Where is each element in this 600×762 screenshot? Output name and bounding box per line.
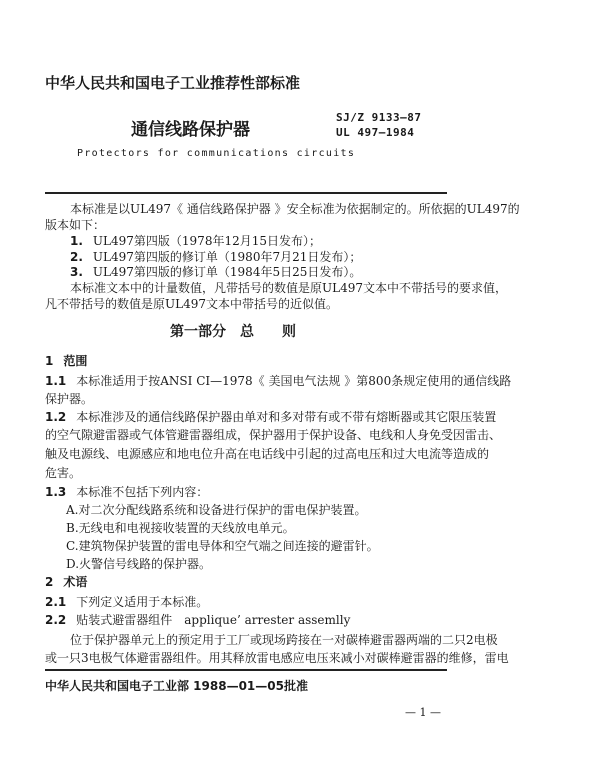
intro-text: 本标准文本中的计量数值，凡带括号的数值是原UL497文本中不带括号的要求值， (70, 281, 507, 295)
intro-text: 本标准是以UL497《 通信线路保护器 》安全标准为依据制定的。所依据的UL497的 (70, 202, 520, 216)
intro-text: 凡不带括号的数值是原UL497文本中带括号的近似值。 (45, 297, 338, 311)
clause (45, 595, 208, 610)
page-number: — 1 — (405, 706, 441, 719)
clause-number: 2.1 (45, 595, 67, 609)
english-title: Protectors for communications circuits (77, 148, 356, 159)
exclusion-item: D.火警信号线路的保护器。 (66, 557, 212, 571)
ul-code: UL 497—1984 (336, 126, 415, 139)
document-title: 通信线路保护器 (131, 120, 250, 140)
clause (45, 485, 208, 500)
clause-text: 本标准适用于按ANSI CI—1978《 美国电气法规 》第800条规定使用的通信线路 (76, 374, 512, 388)
standard-code: SJ/Z 9133—87 (336, 111, 422, 124)
item-number: 2. (70, 250, 83, 264)
approval-footer: 中华人民共和国电子工业部 1988—01—05批准 (45, 679, 308, 693)
clause-text: 触及电源线、电源感应和地电位升高在电话线中引起的过高电压和过大电流等造成的 (45, 447, 490, 461)
clause-text: 贴装式避雷器组件 applique’ arrester assemlly (76, 613, 351, 627)
item-number: 1. (70, 234, 83, 248)
item-text: UL497第四版的修订单（1984年5日25日发布）。 (92, 265, 362, 279)
clause-number: 2.2 (45, 613, 67, 627)
list-item (70, 234, 321, 249)
clause (45, 613, 350, 628)
clause-text: 或一只3电极气体避雷器组件。用其释放雷电感应电压来减小对碳棒避雷器的维修，雷电 (45, 651, 509, 665)
clause-text: 危害。 (45, 466, 82, 480)
clause-text: 位于保护器单元上的预定用于工厂或现场跨接在一对碳棒避雷器两端的二只2电极 (70, 633, 498, 647)
top-rule (45, 192, 447, 194)
clause-text: 本标准涉及的通信线路保护器由单对和多对带有或不带有熔断器或其它限压装置 (76, 410, 497, 424)
section-heading (45, 575, 87, 590)
bottom-rule (45, 669, 447, 671)
clause-text: 下列定义适用于本标准。 (76, 595, 209, 609)
clause-number: 1.1 (45, 374, 67, 388)
item-text: UL497第四版（1978年12月15日发布）； (92, 234, 321, 248)
issuer-header: 中华人民共和国电子工业推荐性部标准 (45, 74, 301, 92)
list-item (70, 250, 361, 265)
clause (45, 410, 496, 425)
clause-text: 的空气隙避雷器或气体管避雷器组成，保护器用于保护设备、电线和人身免受因雷击、 (45, 428, 502, 442)
section-title: 范围 (63, 354, 88, 368)
clause-text: 本标准不包括下列内容： (76, 485, 209, 499)
intro-text: 版本如下： (45, 218, 106, 232)
list-item (70, 265, 361, 280)
clause-text: 保护器。 (45, 392, 94, 406)
exclusion-item: C.建筑物保护装置的雷电导体和空气端之间连接的避雷针。 (66, 539, 379, 553)
exclusion-item: B.无线电和电视接收装置的天线放电单元。 (66, 521, 295, 535)
clause-number: 1.3 (45, 485, 67, 499)
clause (45, 374, 511, 389)
item-number: 3. (70, 265, 83, 279)
section-number: 2 (45, 575, 54, 589)
clause-number: 1.2 (45, 410, 67, 424)
section-title: 术语 (63, 575, 88, 589)
item-text: UL497第四版的修订单（1980年7月21日发布）； (92, 250, 362, 264)
section-number: 1 (45, 354, 54, 368)
part-title: 第一部分 总 则 (170, 324, 296, 340)
section-heading (45, 354, 87, 369)
exclusion-item: A.对二次分配线路系统和设备进行保护的雷电保护装置。 (66, 503, 367, 517)
